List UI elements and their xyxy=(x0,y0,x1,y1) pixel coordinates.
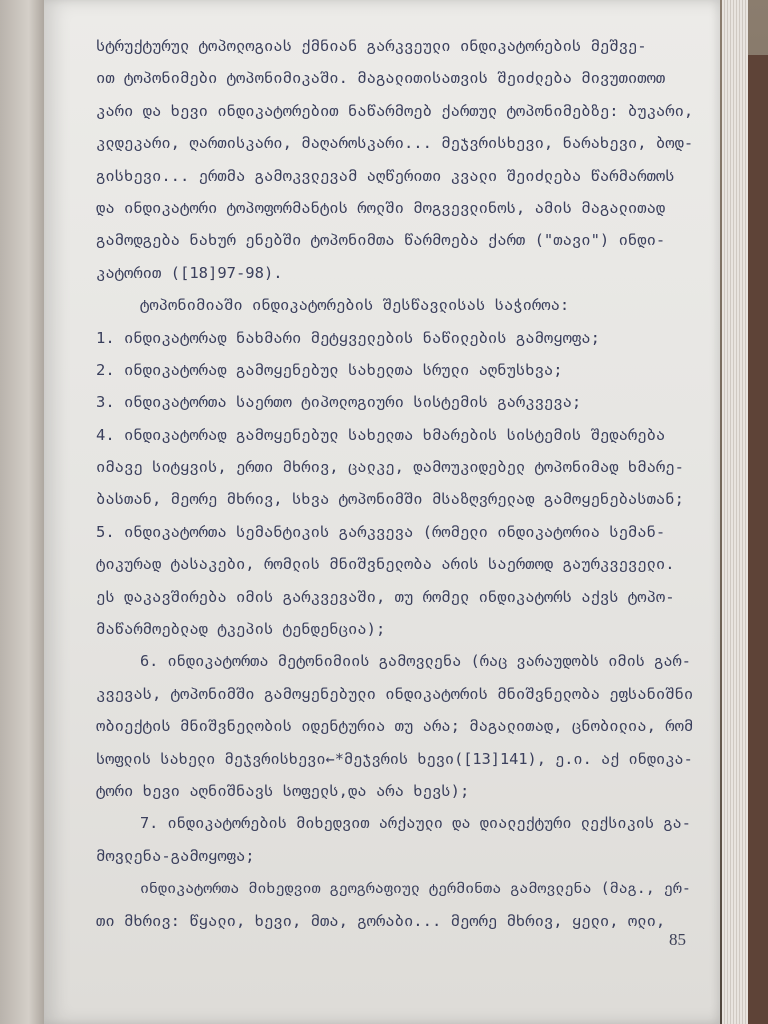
text-line: ით ტოპონიმები ტოპონიმიკაში. მაგალითისათვის შეიძლება მივუთითოთ xyxy=(96,69,666,88)
text-line: კატორით ([18]97-98). xyxy=(96,263,283,282)
list-item-5: 5. ინდიკატორთა სემანტიკის გარკვევა (რომელი ინდიკატორია სემან- xyxy=(96,522,666,541)
text-line: ტოპონიმიაში ინდიკატორების შესწავლისას საჭიროა: xyxy=(140,296,570,315)
list-item-3: 3. ინდიკატორთა საერთო ტიპოლოგიური სისტემის გარკვევა; xyxy=(96,393,582,412)
list-item-7: 7. ინდიკატორების მიხედვით არქაული და დიალექტური ლექსიკის გა- xyxy=(140,814,691,833)
text-line: ტიკურად ტასაკები, რომლის მნიშვნელობა არის საერთოდ გაურკვეველი. xyxy=(96,555,675,574)
left-page-edge xyxy=(0,0,48,1024)
text-line: და ინდიკატორი ტოპოფორმანტის როლში მოგვევლინოს, ამის მაგალითად xyxy=(96,198,666,217)
text-line: ინდიკატორთა მიხედვით გეოგრაფიულ ტერმინთა გამოვლენა (მაგ., ერ- xyxy=(140,879,691,898)
text-line: ბასთან, მეორე მხრივ, სხვა ტოპონიმში მსაზღვრელად გამოყენებასთან; xyxy=(96,490,684,509)
text-line: თი მხრივ: წყალი, ხევი, მთა, გორაბი... მეორე მხრივ, ყელი, ოლი, xyxy=(96,911,666,930)
text-line: ტორი ხევი აღნიშნავს სოფელს,და არა ხევს); xyxy=(96,781,470,800)
page-stack-edge xyxy=(722,0,748,1024)
list-item-4: 4. ინდიკატორად გამოყენებულ სახელთა ხმარების სისტემის შედარება xyxy=(96,425,666,444)
list-item-6: 6. ინდიკატორთა მეტონიმიის გამოვლენა (რაც ვარაუდობს იმის გარ- xyxy=(140,652,691,671)
text-line: ეს დაკავშირება იმის გარკვევაში, თუ რომელ ინდიკატორს აქვს ტოპო- xyxy=(96,587,675,606)
text-line: კლდეკარი, ღართისკარი, მაღაროსკარი... მეჯვრისხევი, ნარახევი, ბოდ- xyxy=(96,134,694,153)
book-page xyxy=(44,0,720,1024)
text-line: სოფლის სახელი მეჯვრისხევი←*მეჯვრის ხევი([13]141), ე.ი. აქ ინდიკა- xyxy=(96,749,693,768)
text-line: გამოდგება ნახურ ენებში ტოპონიმთა წარმოება ქართ ("თავი") ინდი- xyxy=(96,231,666,250)
text-line: სტრუქტურულ ტოპოლოგიას ქმნიან გარკვეული ინდიკატორების მეშვე- xyxy=(96,37,647,55)
text-line: მოვლენა-გამოყოფა; xyxy=(96,846,255,865)
text-line: კარი და ხევი ინდიკატორებით ნაწარმოებ ქართულ ტოპონიმებზე: ბუკარი, xyxy=(96,101,694,120)
text-line: გისხევი... ერთმა გამოკვლევამ აღწერითი კვალი შეიძლება წარმართოს xyxy=(96,166,675,185)
list-item-1: 1. ინდიკატორად ნახმარი მეტყველების ნაწილების გამოყოფა; xyxy=(96,328,600,347)
list-item-2: 2. ინდიკატორად გამოყენებულ სახელთა სრული აღნუსხვა; xyxy=(96,360,563,379)
text-line: მაწარმოებლად ტკეპის ტენდენცია); xyxy=(96,620,386,639)
page-text xyxy=(96,30,696,937)
page-number: 85 xyxy=(669,930,686,949)
text-line: ობიექტის მნიშვნელობის იდენტურია თუ არა; მაგალითად, ცნობილია, რომ xyxy=(96,717,694,736)
text-line: კვევას, ტოპონიმში გამოყენებული ინდიკატორის მნიშვნელობა ეფსანიშნი xyxy=(96,684,694,703)
text-line: იმავე სიტყვის, ერთი მხრივ, ცალკე, დამოუკიდებელ ტოპონიმად ხმარე- xyxy=(96,458,684,477)
